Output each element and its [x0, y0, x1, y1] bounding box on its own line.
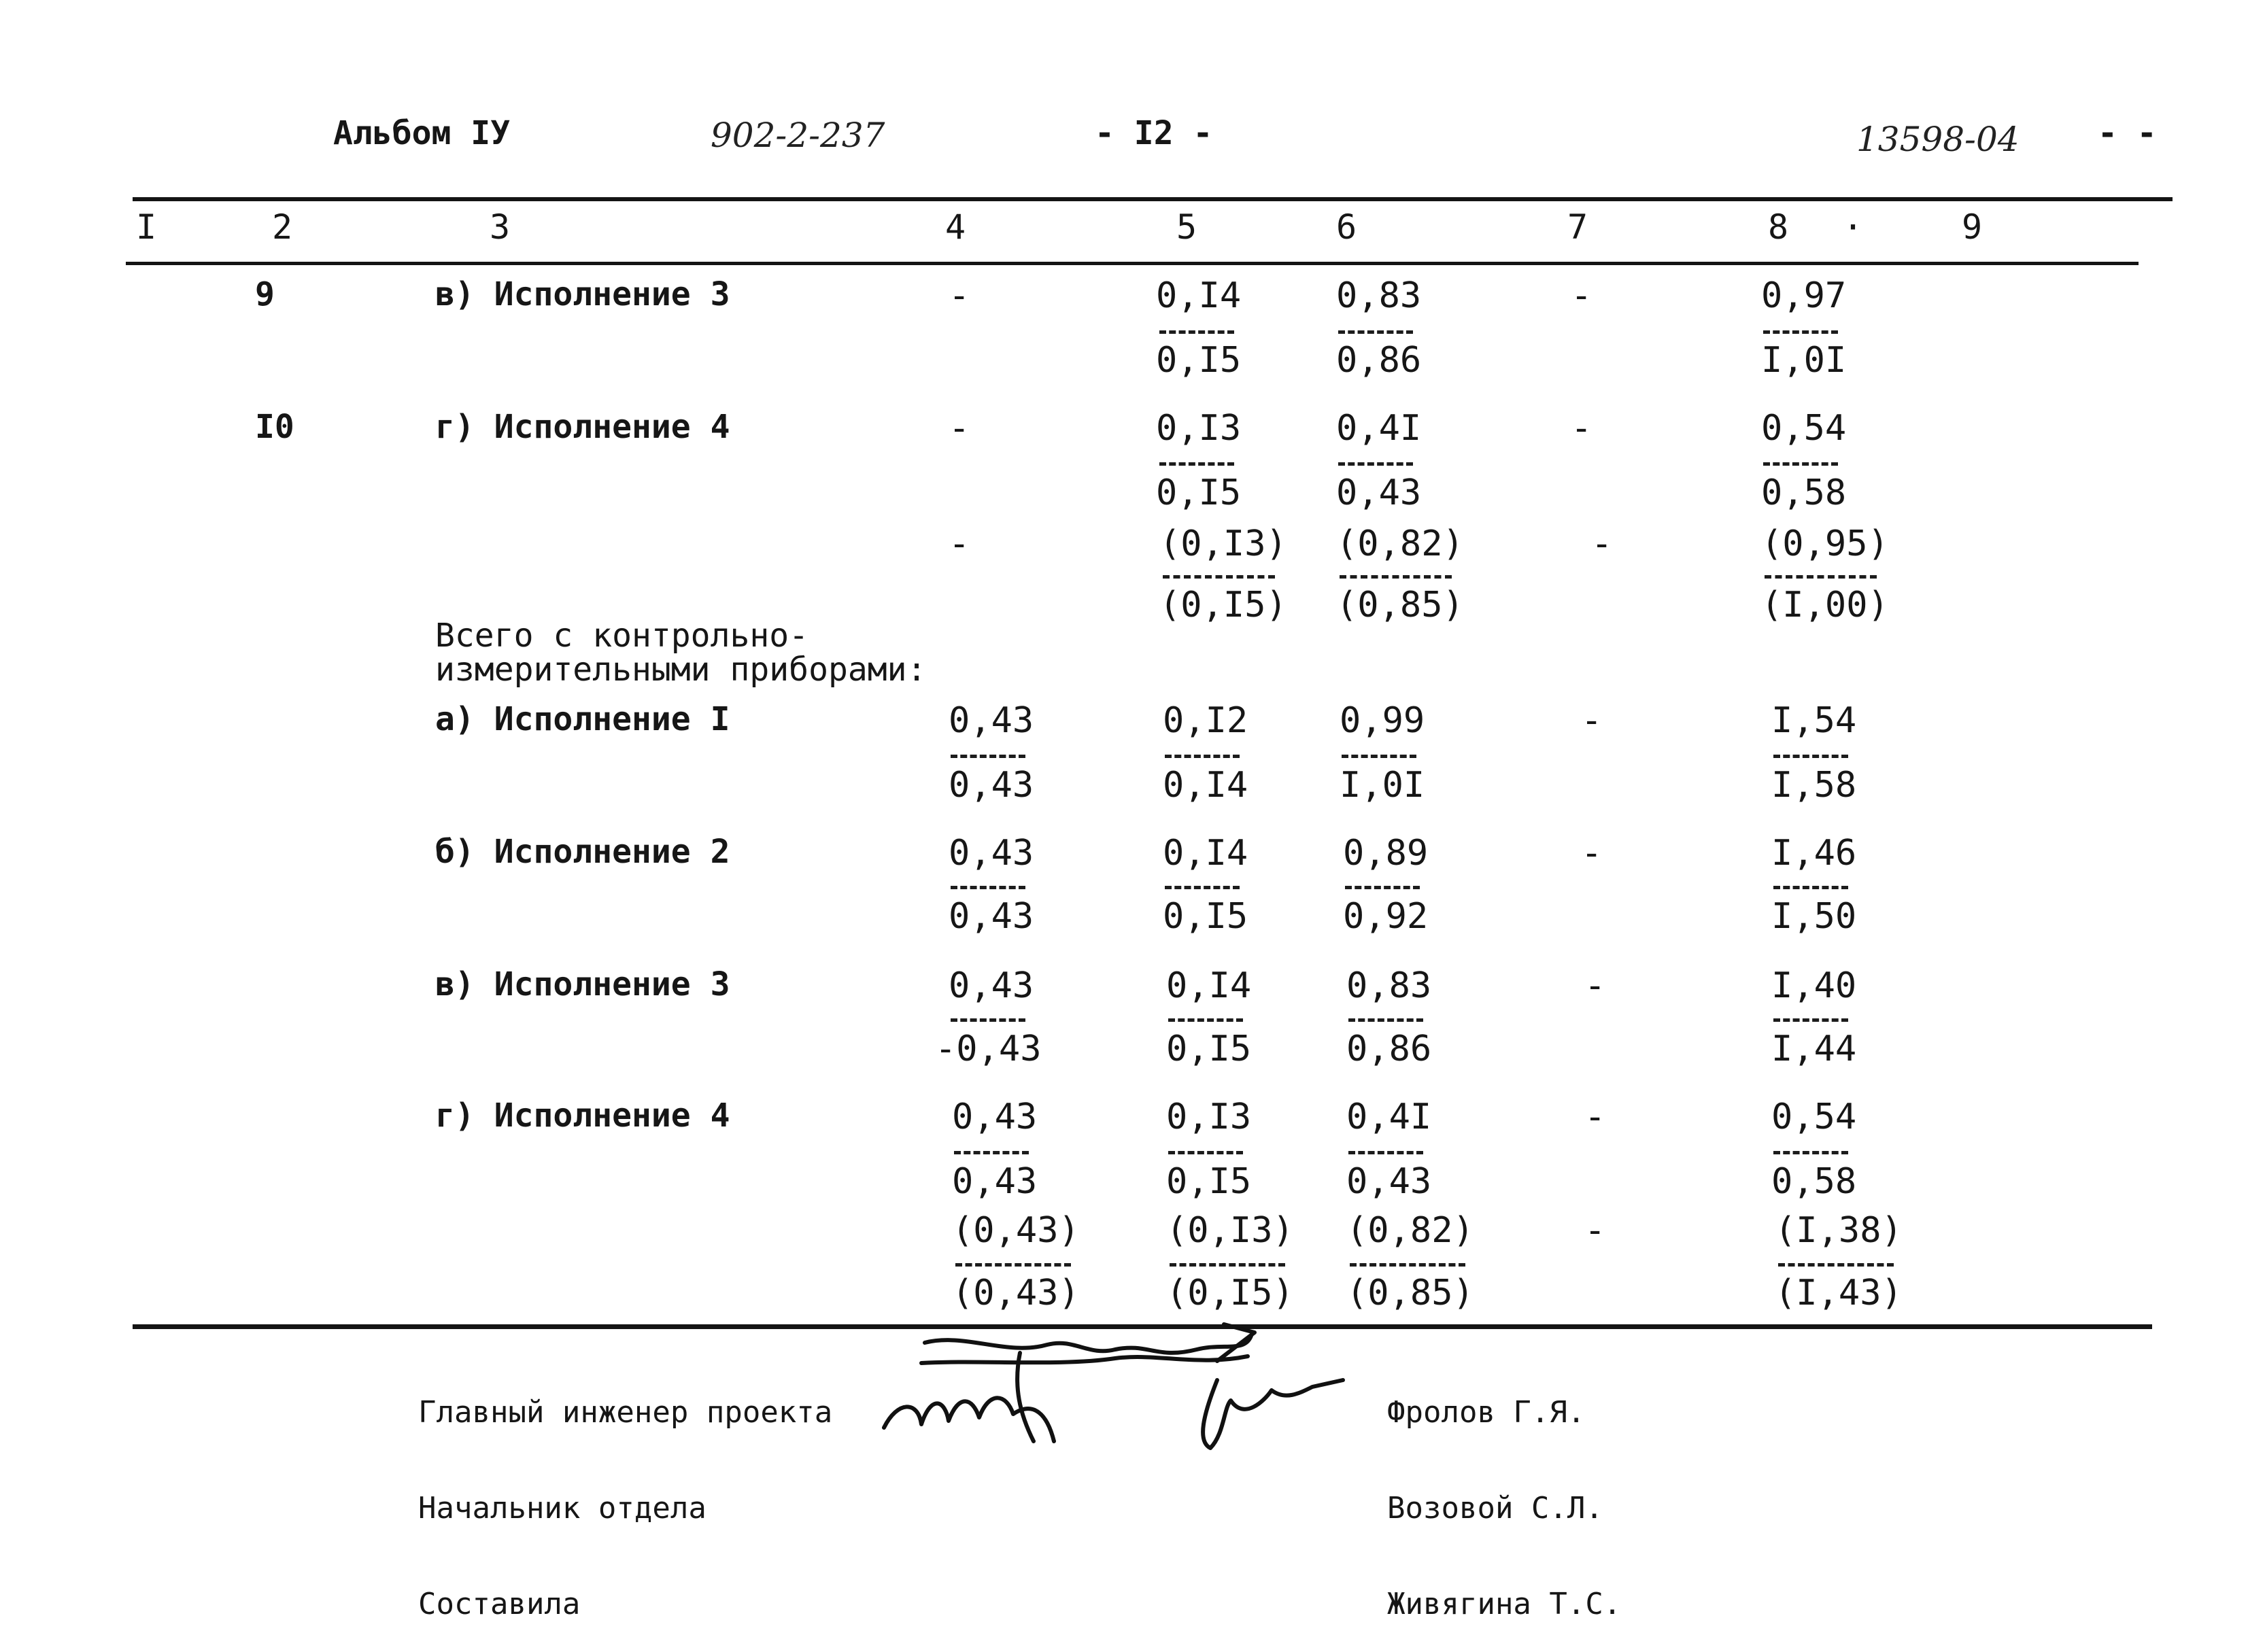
signature-title: Главный инженер проекта	[418, 1395, 833, 1430]
cell-col4: -	[949, 523, 970, 564]
cell-col8-bottom: 0,58	[1761, 472, 1847, 513]
cell-col4: -	[949, 408, 970, 449]
cell-col6-bottom: (0,85)	[1346, 1273, 1474, 1313]
column-number: 5	[1176, 207, 1197, 247]
cell-col5-top: (0,I3)	[1166, 1210, 1294, 1251]
column-number: 2	[272, 207, 293, 247]
column-number: I	[136, 207, 157, 247]
cell-col5-top: 0,I4	[1163, 833, 1248, 874]
cell-col4-bottom: 0,43	[952, 1161, 1038, 1202]
cell-col4-top: 0,43	[952, 1097, 1038, 1137]
total-heading-line: Всего с контрольно-	[435, 617, 809, 655]
column-number: 8	[1768, 207, 1789, 247]
cell-col6-top: (0,82)	[1336, 523, 1464, 564]
signature-name: Фролов Г.Я.	[1387, 1395, 1586, 1430]
cell-col8-top: I,40	[1771, 965, 1857, 1006]
cell-col6-bottom: 0,86	[1336, 340, 1422, 381]
cell-col5-top: 0,I4	[1156, 275, 1242, 316]
cell-col5-bottom: (0,I5)	[1166, 1273, 1294, 1313]
cell-col4-bottom: -0,43	[935, 1029, 1042, 1069]
cell-col5-top: 0,I3	[1156, 408, 1242, 449]
document-number: 13598-04	[1856, 120, 2020, 159]
signature-name: Живягина Т.С.	[1387, 1587, 1622, 1621]
cell-col8-top: 0,97	[1761, 275, 1847, 316]
cell-col8-top: (0,95)	[1761, 523, 1889, 564]
cell-col8-bottom: I,0I	[1761, 340, 1847, 381]
cell-col5-bottom: 0,I5	[1156, 472, 1242, 513]
cell-col6-top: 0,89	[1343, 833, 1429, 874]
cell-col8-top: 0,54	[1771, 1097, 1857, 1137]
cell-col5-bottom: 0,I5	[1156, 340, 1242, 381]
signature-name: Возовой С.Л.	[1387, 1491, 1603, 1526]
cell-col6-top: (0,82)	[1346, 1210, 1474, 1251]
cell-col5-bottom: (0,I5)	[1159, 585, 1287, 625]
page-number: - I2 -	[1095, 114, 1213, 152]
cell-col6-bottom: (0,85)	[1336, 585, 1464, 625]
cell-col7: -	[1571, 408, 1593, 449]
cell-col6-bottom: 0,43	[1346, 1161, 1432, 1202]
cell-col5-bottom: 0,I4	[1163, 765, 1248, 806]
album-label: Альбом IУ	[333, 114, 511, 152]
signature-stroke	[1203, 1380, 1343, 1448]
cell-col4-bottom: (0,43)	[952, 1273, 1080, 1313]
signature-stroke	[1017, 1353, 1034, 1441]
cell-col7: -	[1581, 700, 1603, 741]
signature-title: Составила	[418, 1587, 581, 1621]
cell-col4-top: 0,43	[949, 700, 1034, 741]
column-number-dot: ·	[1843, 207, 1864, 247]
cell-col4-top: (0,43)	[952, 1210, 1080, 1251]
column-number: 4	[945, 207, 966, 247]
cell-col6-top: 0,83	[1346, 965, 1432, 1006]
signature-stroke	[921, 1356, 1248, 1363]
column-number: 9	[1962, 207, 1983, 247]
cell-col6-top: 0,99	[1340, 700, 1425, 741]
cell-col4-bottom: 0,43	[949, 765, 1034, 806]
cell-col4-bottom: 0,43	[949, 896, 1034, 937]
cell-col4: -	[949, 275, 970, 316]
cell-col4-top: 0,43	[949, 965, 1034, 1006]
trailing-marks: - -	[2098, 114, 2157, 152]
total-heading-line: измерительными приборами:	[435, 651, 927, 689]
cell-col7: -	[1584, 965, 1606, 1006]
column-number: 6	[1336, 207, 1357, 247]
cell-col7: -	[1584, 1210, 1606, 1251]
cell-col8-bottom: (I,43)	[1775, 1273, 1903, 1313]
signature-title: Начальник отдела	[418, 1491, 706, 1526]
cell-col6-top: 0,4I	[1336, 408, 1422, 449]
column-number: 3	[490, 207, 511, 247]
cell-col7: -	[1584, 1097, 1606, 1137]
cell-col6-bottom: 0,92	[1343, 896, 1429, 937]
cell-col4-top: 0,43	[949, 833, 1034, 874]
cell-col5-bottom: 0,I5	[1163, 896, 1248, 937]
cell-col5-bottom: 0,I5	[1166, 1029, 1252, 1069]
column-number: 7	[1567, 207, 1588, 247]
row-label: г) Исполнение 4	[435, 1097, 730, 1135]
row-number: 9	[255, 275, 275, 313]
signature-stroke	[925, 1324, 1255, 1361]
cell-col8-top: 0,54	[1761, 408, 1847, 449]
cell-col6-top: 0,83	[1336, 275, 1422, 316]
cell-col6-top: 0,4I	[1346, 1097, 1432, 1137]
cell-col6-bottom: 0,86	[1346, 1029, 1432, 1069]
row-label: в) Исполнение 3	[435, 965, 730, 1003]
cell-col5-top: 0,I2	[1163, 700, 1248, 741]
cell-col5-bottom: 0,I5	[1166, 1161, 1252, 1202]
project-code: 902-2-237	[711, 116, 885, 155]
cell-col5-top: 0,I3	[1166, 1097, 1252, 1137]
row-label: а) Исполнение I	[435, 700, 730, 738]
cell-col6-bottom: I,0I	[1340, 765, 1425, 806]
cell-col7: -	[1571, 275, 1593, 316]
cell-col7: -	[1591, 523, 1613, 564]
row-label: г) Исполнение 4	[435, 408, 730, 446]
cell-col8-bottom: I,50	[1771, 896, 1857, 937]
cell-col8-bottom: I,44	[1771, 1029, 1857, 1069]
cell-col6-bottom: 0,43	[1336, 472, 1422, 513]
cell-col8-bottom: I,58	[1771, 765, 1857, 806]
cell-col7: -	[1581, 833, 1603, 874]
cell-col8-bottom: (I,00)	[1761, 585, 1889, 625]
row-label: в) Исполнение 3	[435, 275, 730, 313]
row-number: I0	[255, 408, 294, 446]
row-label: б) Исполнение 2	[435, 833, 730, 871]
cell-col8-top: I,54	[1771, 700, 1857, 741]
cell-col8-top: I,46	[1771, 833, 1857, 874]
cell-col5-top: 0,I4	[1166, 965, 1252, 1006]
cell-col8-top: (I,38)	[1775, 1210, 1903, 1251]
cell-col5-top: (0,I3)	[1159, 523, 1287, 564]
cell-col8-bottom: 0,58	[1771, 1161, 1857, 1202]
